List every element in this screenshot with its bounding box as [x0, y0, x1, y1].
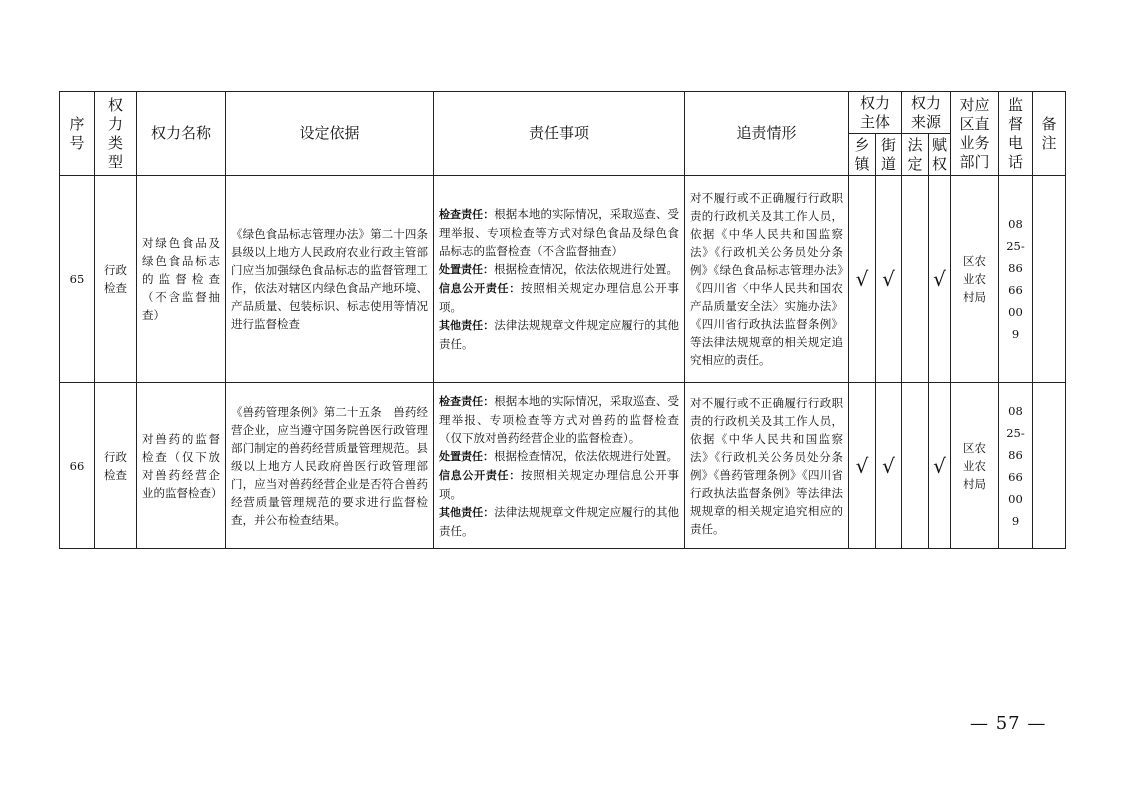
- header-subject: 权力主体: [849, 92, 902, 134]
- header-subject-town: 乡镇: [849, 134, 876, 176]
- table-row: [60, 176, 1066, 383]
- header-basis: 设定依据: [226, 92, 434, 176]
- row-type: 行政检查: [95, 383, 137, 549]
- header-remark: 备注: [1033, 92, 1066, 176]
- duty-label: 处置责任：: [439, 449, 494, 463]
- header-dept: 对应区直业务部门: [951, 92, 999, 176]
- duty-label: 检查责任：: [439, 208, 495, 221]
- row-accountability: 对不履行或不正确履行行政职责的行政机关及其工作人员，依据《中华人民共和国监察法》《行政机关公务员处分条例》《绿色食品标志管理办法》《四川省〈中华人民共和国农产品质量安全法〉实施办法》《四川省行政执法监督条例》等法律法规规章的相关规定追究相应的责任。: [685, 176, 849, 383]
- row-phone: 0825-8666009: [999, 176, 1033, 383]
- header-phone: 监督电话: [999, 92, 1033, 176]
- row-duty: 检查责任：根据本地的实际情况，采取巡查、受理举报、专项检查等方式对绿色食品及绿色食品标志的监督检查（不含监督抽查） 处置责任：根据检查情况，依法依规进行处置。 信息公开责任：按照相关规定办理信息公开事项。 其他责任：法律法规规章文件规定应履行的其他责任。: [434, 176, 685, 383]
- table-row: [60, 383, 1066, 549]
- row-basis: 《绿色食品标志管理办法》第二十四条 县级以上地方人民政府农业行政主管部门应当加强绿色食品标志的监督管理工作，依法对辖区内绿色食品产地环境、产品质量、包装标识、标志使用等情况进行监督检查: [226, 176, 434, 383]
- header-seq: 序号: [60, 92, 95, 176]
- row-dept: 区农业农村局: [951, 383, 999, 549]
- header-name: 权力名称: [137, 92, 226, 176]
- check-legal: [902, 383, 929, 549]
- row-phone: 0825-8666009: [999, 383, 1033, 549]
- header-type: 权力类型: [95, 92, 137, 176]
- duty-label: 信息公开责任：: [439, 468, 521, 482]
- header-source-granted: 赋权: [929, 134, 951, 176]
- row-remark: [1033, 176, 1066, 383]
- header-duty: 责任事项: [434, 92, 685, 176]
- duty-label: 处置责任：: [439, 263, 494, 276]
- row-basis: 《兽药管理条例》第二十五条 兽药经营企业，应当遵守国务院兽医行政管理部门制定的兽药经营质量管理规范。县级以上地方人民政府兽医行政管理部门，应当对兽药经营企业是否符合兽药经营质量管理规范的要求进行监督检查，并公布检查结果。: [226, 383, 434, 549]
- check-town: √: [849, 383, 876, 549]
- header-accountability: 追责情形: [685, 92, 849, 176]
- power-list-table: [59, 91, 1066, 549]
- row-name: 对兽药的监督检查（仅下放对兽药经营企业的监督检查）: [137, 383, 226, 549]
- row-accountability: 对不履行或不正确履行行政职责的行政机关及其工作人员，依据《中华人民共和国监察法》《行政机关公务员处分条例》《兽药管理条例》《四川省行政执法监督条例》等法律法规规章的相关规定追究相应的责任。: [685, 383, 849, 549]
- check-legal: [902, 176, 929, 383]
- check-street: √: [876, 383, 902, 549]
- check-street: √: [876, 176, 902, 383]
- duty-label: 其他责任：: [439, 505, 495, 519]
- row-seq: 66: [60, 383, 95, 549]
- duty-label: 其他责任：: [439, 319, 495, 332]
- check-granted: √: [929, 383, 951, 549]
- header-source: 权力来源: [902, 92, 951, 134]
- header-source-legal: 法定: [902, 134, 929, 176]
- row-remark: [1033, 383, 1066, 549]
- page-number: — 57 —: [970, 713, 1047, 734]
- row-dept: 区农业农村局: [951, 176, 999, 383]
- header-subject-street: 街道: [876, 134, 902, 176]
- duty-label: 检查责任：: [439, 394, 495, 408]
- row-name: 对绿色食品及绿色食品标志的监督检查（不含监督抽查）: [137, 176, 226, 383]
- check-town: √: [849, 176, 876, 383]
- row-duty: 检查责任：根据本地的实际情况，采取巡查、受理举报、专项检查等方式对兽药的监督检查（仅下放对兽药经营企业的监督检查）。 处置责任：根据检查情况，依法依规进行处置。 信息公开责任：按照相关规定办理信息公开事项。 其他责任：法律法规规章文件规定应履行的其他责任。: [434, 383, 685, 549]
- row-type: 行政检查: [95, 176, 137, 383]
- duty-label: 信息公开责任：: [439, 282, 521, 295]
- check-granted: √: [929, 176, 951, 383]
- row-seq: 65: [60, 176, 95, 383]
